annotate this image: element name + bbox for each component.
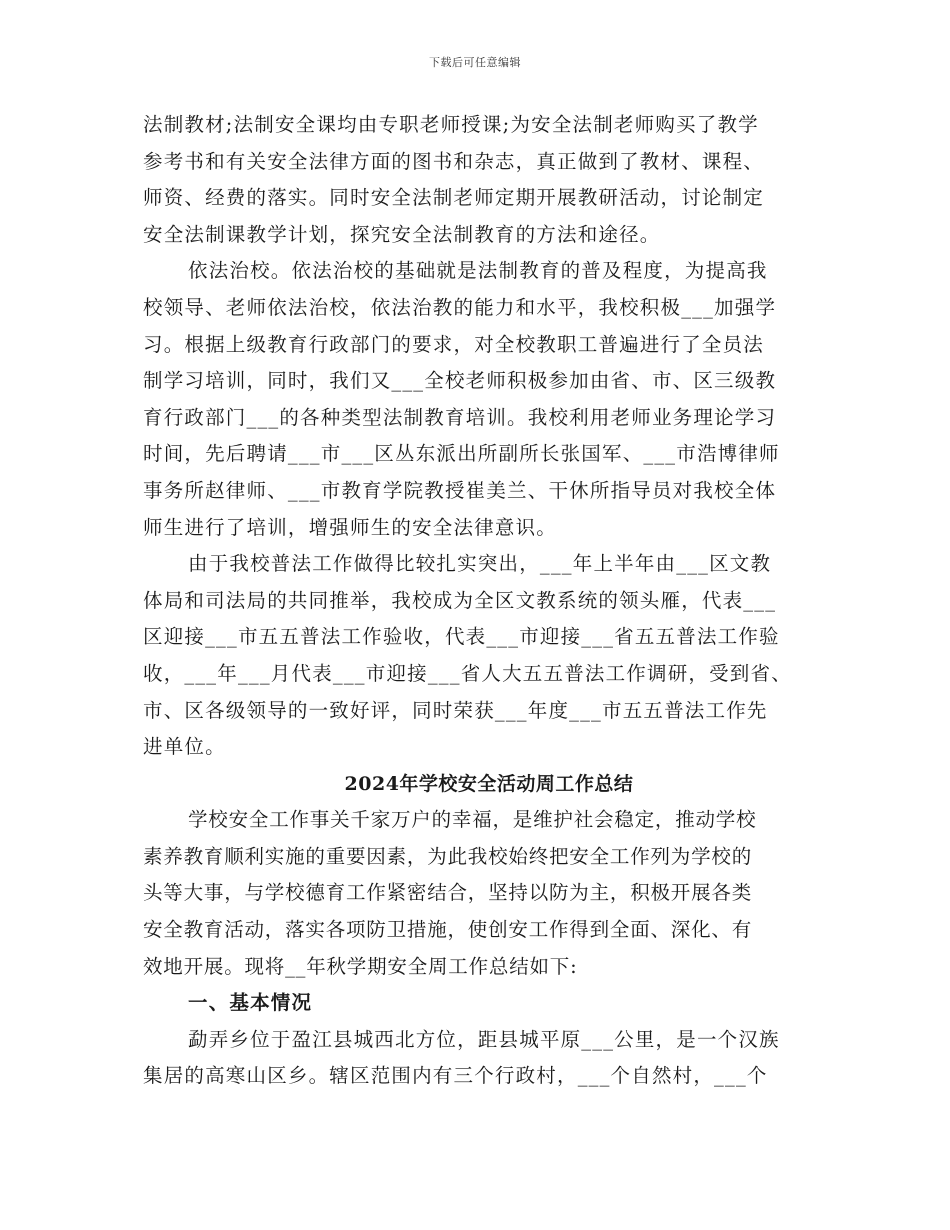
text-line: 参考书和有关安全法律方面的图书和杂志，真正做到了教材、课程、 [143, 149, 765, 173]
section-heading: 一、基本情况 [188, 991, 313, 1015]
text-line: 育行政部门___的各种类型法制教育培训。我校利用老师业务理论学习 [143, 405, 777, 429]
text-line: 校领导、老师依法治校，依法治教的能力和水平，我校积极___加强学 [143, 295, 777, 319]
text-line: 区迎接___市五五普法工作验收，代表___市迎接___省五五普法工作验 [143, 625, 780, 649]
text-line: 安全法制课教学计划，探究安全法制教育的方法和途径。 [143, 222, 661, 246]
text-line: 安全教育活动，落实各项防卫措施，使创安工作得到全面、深化、有 [143, 918, 753, 942]
text-line: 师生进行了培训，增强师生的安全法律意识。 [143, 515, 558, 539]
text-line: 勐弄乡位于盈江县城西北方位，距县城平原___公里，是一个汉族 [188, 1027, 780, 1051]
text-line: 进单位。 [143, 735, 226, 759]
text-line: 体局和司法局的共同推举，我校成为全区文教系统的领头雁，代表___ [143, 588, 777, 612]
text-line: 依法治校。依法治校的基础就是法制教育的普及程度，为提高我 [188, 259, 768, 283]
text-line: 学校安全工作事关千家万户的幸福，是维护社会稳定，推动学校 [188, 808, 757, 832]
text-line: 习。根据上级教育行政部门的要求，对全校教职工普遍进行了全员法 [143, 332, 765, 356]
text-line: 头等大事，与学校德育工作紧密结合，坚持以防为主，积极开展各类 [143, 881, 753, 905]
text-line: 素养教育顺利实施的重要因素，为此我校始终把安全工作列为学校的 [143, 844, 753, 868]
text-line: 市、区各级领导的一致好评，同时荣获___年度___市五五普法工作先 [143, 698, 768, 722]
text-line: 效地开展。现将__年秋学期安全周工作总结如下: [143, 954, 578, 978]
text-line: 制学习培训，同时，我们又___全校老师积极参加由省、市、区三级教 [143, 369, 777, 393]
text-line: 时间，先后聘请___市___区丛东派出所副所长张国军、___市浩博律师 [143, 442, 780, 466]
text-line: 集居的高寒山区乡。辖区范围内有三个行政村，___个自然村，___个 [143, 1064, 768, 1088]
document-body [143, 107, 823, 1095]
text-line: 收，___年___月代表___市迎接___省人大五五普法工作调研，受到省、 [143, 661, 792, 685]
document-title: 2024年学校安全活动周工作总结 [344, 772, 634, 795]
header-note: 下载后可任意编辑 [429, 56, 521, 69]
text-line: 由于我校普法工作做得比较扎实突出，___年上半年由___区文教 [188, 552, 772, 576]
text-line: 师资、经费的落实。同时安全法制老师定期开展教研活动，讨论制定 [143, 186, 765, 210]
text-line: 法制教材;法制安全课均由专职老师授课;为安全法制老师购买了教学 [143, 113, 759, 136]
text-line: 事务所赵律师、___市教育学院教授崔美兰、干休所指导员对我校全体 [143, 478, 777, 502]
